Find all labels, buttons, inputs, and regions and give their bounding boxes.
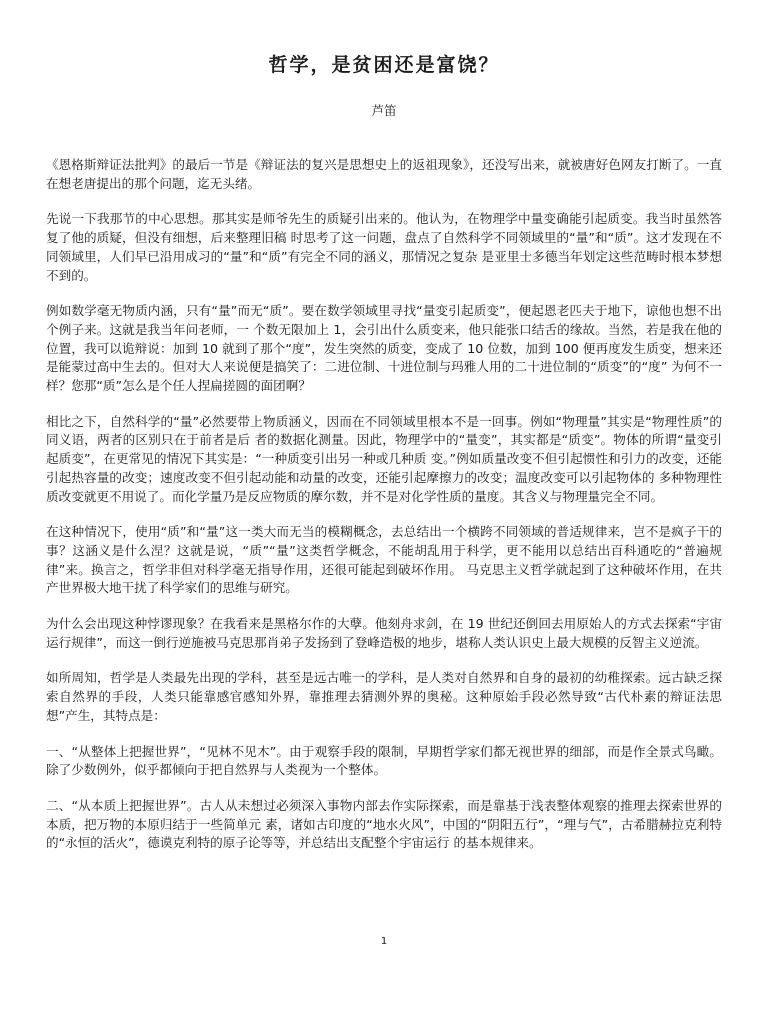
paragraph: 在这种情况下，使用“质”和“量”这一类大而无当的模糊概念，去总结出一个横跨不同领域的普适规律来，岂不是疯子干的事？这涵义是什么涅？这就是说，“质”“量”这类哲学概念，不能胡乱用于科学，更不能用以总结出百科通吃的“普遍规律”来。换言之，哲学非但对科学毫无指导作用，还很可能起到破坏作用。 马克思主义哲学就起到了这种破坏作用，在共产世界极大地干扰了科学家们的思维与研究。	[46, 524, 722, 596]
page-number: 1	[380, 936, 388, 947]
paragraph: 相比之下，自然科学的“量”必然要带上物质涵义，因而在不同领域里根本不是一回事。例如“物理量”其实是“物理性质”的同义语，两者的区别只在于前者是后 者的数据化测量。因此，物理学中的“量变”，其实都是“质变”。物体的所谓“量变引起质变”，在更常见的情况下其实是：“一种质变引出另一种或几种质 变。”例如质量改变不但引起惯性和引力的改变，还能引起热容量的改变；速度改变不但引起动能和动量的改变，还能引起摩擦力的改变；温度改变可以引起物体的 多种物理性质改变就更不用说了。而化学量乃是反应物质的摩尔数，并不是对化学性质的量度。其含义与物理量完全不同。	[46, 413, 722, 504]
paragraph: 一、“从整体上把握世界”，“见林不见木”。由于观察手段的限制，早期哲学家们都无视世界的细部，而是作全景式鸟瞰。除了少数例外，似乎都倾向于把自然界与人类视为一个整体。	[46, 743, 722, 778]
paragraph: 先说一下我那节的中心思想。那其实是师爷先生的质疑引出来的。他认为，在物理学中量变确能引起质变。我当时虽然答复了他的质疑，但没有细想，后来整理旧稿 时思考了这一问题，盘点了自然科学不同领域里的“量”和“质”。这才发现在不同领域里，人们早已沿用成习的“量”和“质”有完全不同的涵义，那情况之复杂 是亚里士多德当年划定这些范畴时根本梦想不到的。	[46, 211, 722, 283]
paragraph: 为什么会出现这种悖谬现象？在我看来是黑格尔作的大孽。他刻舟求剑，在 19 世纪还倒回去用原始人的方式去探索“宇宙运行规律”，而这一倒行逆施被马克思那肖弟子发扬到了登峰造极的地步，堪称人类认识史上最大规模的反智主义逆流。	[46, 616, 722, 650]
paragraph: 《恩格斯辩证法批判》的最后一节是《辩证法的复兴是思想史上的返祖现象》，还没写出来，就被唐好色网友打断了。一直在想老唐提出的那个问题，迄无头绪。	[46, 157, 722, 191]
paragraph: 二、“从本质上把握世界”。古人从未想过必须深入事物内部去作实际探索，而是靠基于浅表整体观察的推理去探索世界的本质，把万物的本原归结于一些简单元 素，诸如古印度的“地水火风”，中国的“阴阳五行”，“理与气”，古希腊赫拉克利特的“永恒的活火”，德谟克利特的原子论等等，并总结出支配整个宇宙运行 的基本规律来。	[46, 797, 722, 851]
document-title: 哲学，是贫困还是富饶？	[268, 54, 500, 76]
paragraph: 如所周知，哲学是人类最先出现的学科，甚至是远古唯一的学科，是人类对自然界和自身的最初的幼稚探索。远古缺乏探索自然界的手段，人类只能靠感官感知外界，靠推理去猜测外界的奥秘。这种原始手段必然导致“古代朴素的辩证法思想”产生，其特点是：	[46, 670, 722, 723]
author-name: 芦笛	[371, 103, 397, 118]
paragraph: 例如数学毫无物质内涵，只有“量”而无“质”。要在数学领域里寻找“量变引起质变”，便起恩老匹夫于地下，谅他也想不出个例子来。这就是我当年问老师，一 个数无限加上 1，会引出什么质变来，他只能张口结舌的缘故。当然，若是我在他的位置，我可以诡辩说：加到 10 就到了那个“度”，发生突然的质变，变成了 10 位数，加到 100 便再度发生质变，想来还是能蒙过高中生去的。但对大人来说便是搞笑了：二进位制、十进位制与玛雅人用的二十进位制的“质变”的“度” 为何不一样？您那“质”怎么是个任人捏扁搓圆的面团啊？	[46, 303, 722, 394]
document-body	[46, 156, 722, 870]
